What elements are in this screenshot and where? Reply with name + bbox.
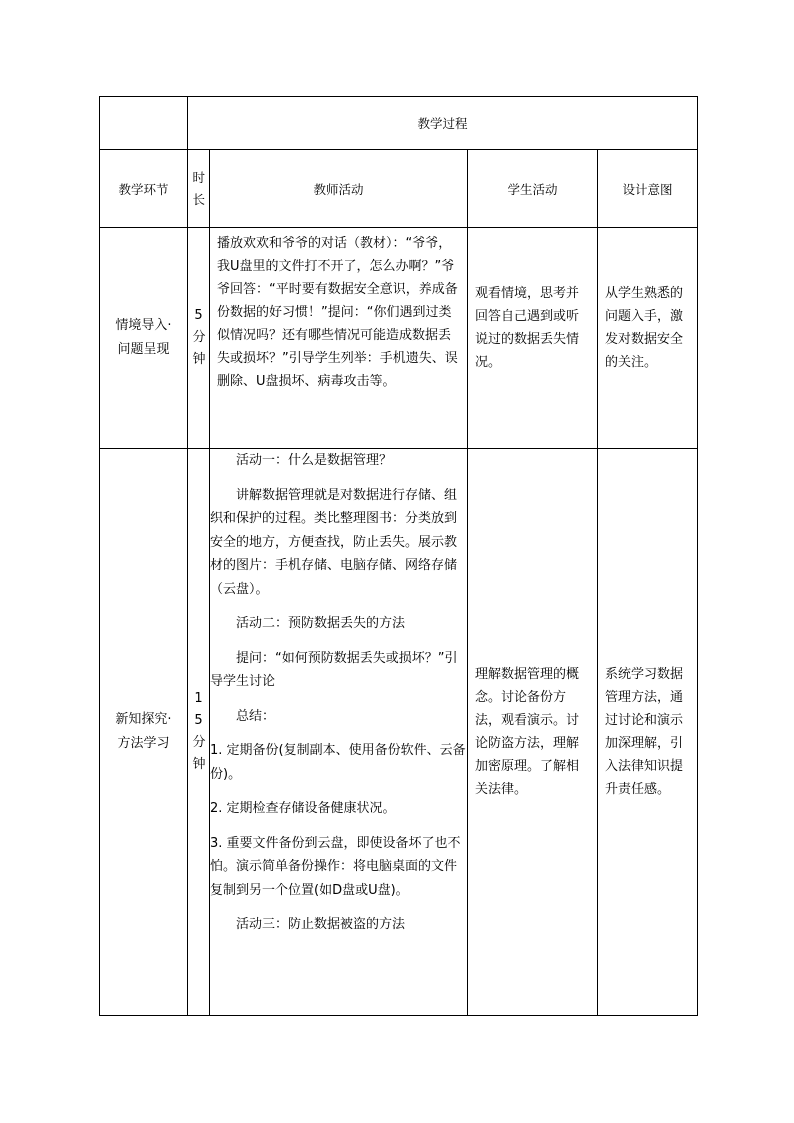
table-row [100,228,698,449]
process-title: 教学过程 [188,97,698,150]
student-activity-cell [468,228,598,449]
stage-cell [100,449,188,1016]
col-header-design: 设计意图 [598,150,698,228]
stage-label: 新知探究·方法学习 [115,712,172,751]
col-header-duration: 时长 [192,169,206,207]
teacher-activity-cell [210,228,468,449]
list-item: 1. 定期备份(复制副本、使用备份软件、云备份)。 [210,743,466,782]
col-header-student: 学生活动 [468,150,598,228]
student-activity-text: 观看情境，思考并回答自己遇到或听说过的数据丢失情况。 [475,286,580,370]
header-row [100,150,698,228]
teacher-activity-text: 播放欢欢和爷爷的对话（教材）：“爷爷，我U盘里的文件打不开了，怎么办啊？”爷爷回答：“平时要有数据安全意识，养成备份数据的好习惯！”提问：“你们遇到过类似情况吗？还有哪些情况可能造成数据丢失或损坏？”引导学生列举：手机遗失、误删除、U盘损坏、病毒攻击等。 [217,236,458,389]
duration-cell [188,228,210,449]
duration-label: 5分钟 [192,308,206,367]
activity-heading: 活动一：什么是数据管理？ [236,453,393,468]
list-item: 2. 定期检查存储设备健康状况。 [210,801,396,816]
table-title-row [100,97,698,150]
stage-cell [100,228,188,449]
teaching-process-table [99,96,698,1016]
design-intent-cell [598,449,698,1016]
col-header-teacher: 教师活动 [210,150,468,228]
design-intent-cell [598,228,698,449]
activity-heading: 活动三：防止数据被盗的方法 [236,917,406,932]
activity-heading: 活动二：预防数据丢失的方法 [236,616,406,631]
design-intent-text: 从学生熟悉的问题入手，激发对数据安全的关注。 [605,286,684,370]
activity-paragraph: 提问：“如何预防数据丢失或损坏？”引导学生讨论 [210,650,458,689]
col-header-stage: 教学环节 [100,150,188,228]
list-item: 3. 重要文件备份到云盘，即使设备坏了也不怕。演示简单备份操作：将电脑桌面的文件复制到另一个位置(如D盘或U盘)。 [210,835,461,898]
duration-cell [188,449,210,1016]
teacher-activity-cell [210,449,468,1016]
student-activity-text: 理解数据管理的概念。讨论备份方法，观看演示。讨论防盗方法，理解加密原理。了解相关法律。 [475,667,580,797]
student-activity-cell [468,449,598,1016]
stage-label: 情境导入·问题呈现 [115,318,172,357]
design-intent-text: 系统学习数据管理方法，通过讨论和演示加深理解，引入法律知识提升责任感。 [605,667,684,797]
table-row [100,449,698,1016]
empty-corner-cell [100,97,188,150]
col-header-duration-cell [188,150,210,228]
duration-label: 15分钟 [192,691,206,772]
activity-paragraph: 总结： [236,708,276,724]
activity-paragraph: 讲解数据管理就是对数据进行存储、组织和保护的过程。类比整理图书：分类放到安全的地方，方便查找，防止丢失。展示教材的图片：手机存储、电脑存储、网络存储（云盘）。 [210,487,458,597]
